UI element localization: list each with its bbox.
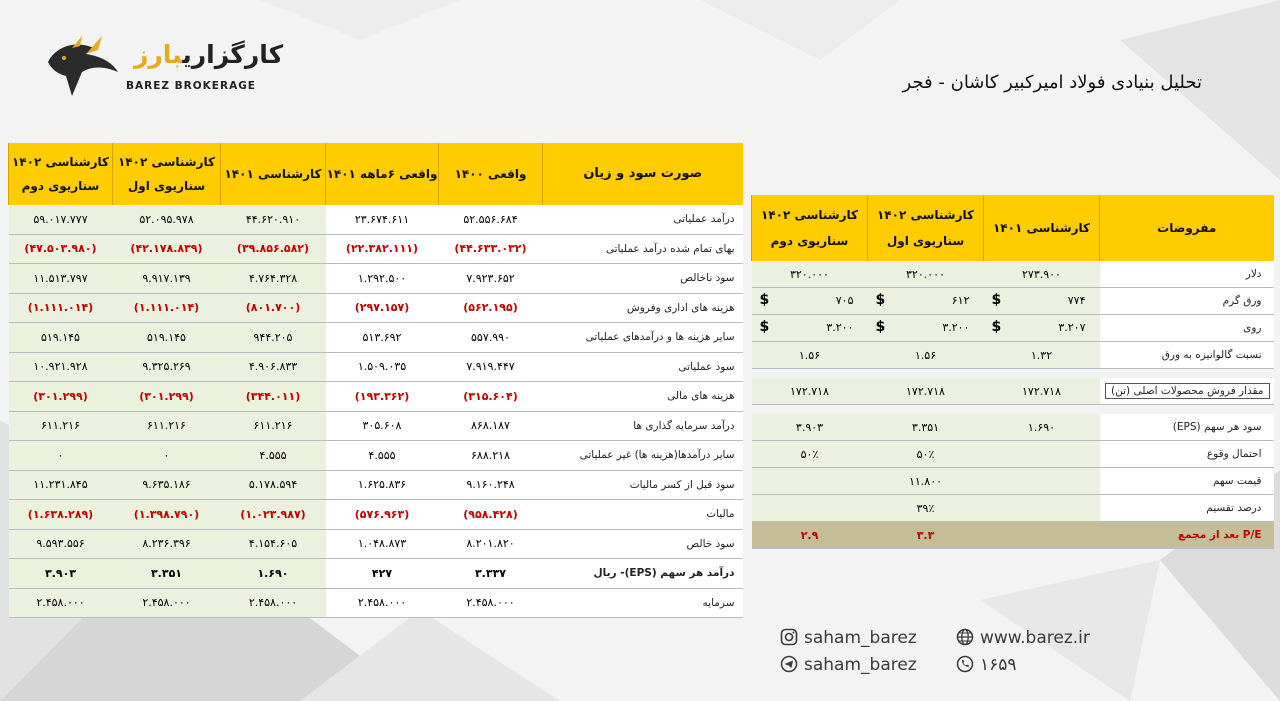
income-cell: ۹۴۴.۲۰۵	[221, 323, 326, 353]
income-row-label: سرمایه	[543, 588, 743, 618]
eagle-icon	[42, 32, 122, 102]
spacer-row	[752, 405, 1274, 415]
income-cell: (۸۰۱.۷۰۰)	[221, 293, 326, 323]
income-header-col-5: کارشناسی ۱۴۰۲ سناریوی دوم	[9, 143, 113, 205]
income-cell: (۳۰۱.۲۹۹)	[113, 382, 221, 412]
assumption-row	[752, 495, 1274, 522]
assumption-value: ۱.۶۹۰	[984, 414, 1100, 441]
income-cell: ۹.۳۲۵.۲۶۹	[113, 352, 221, 382]
assumption-value: ۵۰٪	[868, 441, 984, 468]
dollar-sign: $	[759, 319, 770, 335]
assumption-value: ۱۷۲.۷۱۸	[868, 378, 984, 405]
income-row	[9, 234, 743, 264]
phone-number: ۱۶۵۹	[980, 655, 1017, 675]
income-row-label: هزینه های اداری وفروش	[543, 293, 743, 323]
income-cell: ۱.۰۴۸.۸۷۳	[326, 529, 439, 559]
assumption-value: ۱.۵۶	[752, 342, 868, 369]
income-header-col-1: واقعی ۱۴۰۰	[439, 143, 543, 205]
income-cell: ۴۲۷	[326, 559, 439, 589]
income-cell: ۰	[113, 441, 221, 471]
assumption-number: ۳.۲۰۰	[942, 321, 970, 334]
dollar-sign: $	[875, 292, 886, 308]
income-cell: ۰	[9, 441, 113, 471]
phone-contact[interactable]	[956, 655, 1017, 675]
brand-name-en: BAREZ BROKERAGE	[126, 80, 256, 92]
income-row-label: درآمد عملیاتی	[543, 205, 743, 234]
income-cell: ۲.۴۵۸.۰۰۰	[439, 588, 543, 618]
dollar-sign: $	[991, 319, 1002, 335]
income-cell: (۱.۶۳۸.۲۸۹)	[9, 500, 113, 530]
assumption-label: سود هر سهم (EPS)	[1100, 414, 1274, 441]
income-header-col-3: کارشناسی ۱۴۰۱	[221, 143, 326, 205]
income-cell: ۴.۵۵۵	[326, 441, 439, 471]
income-row-label: درآمد سرمایه گذاری ها	[543, 411, 743, 441]
income-row	[9, 588, 743, 618]
income-cell: ۹.۱۶۰.۲۴۸	[439, 470, 543, 500]
assumption-value: ۱.۳۲	[984, 342, 1100, 369]
income-cell: ۸.۲۰۱.۸۲۰	[439, 529, 543, 559]
income-cell: ۵.۱۷۸.۵۹۴	[221, 470, 326, 500]
income-cell: ۱۱.۵۱۳.۷۹۷	[9, 264, 113, 294]
assumption-value: ۳.۳۵۱	[868, 414, 984, 441]
income-cell: ۲.۴۵۸.۰۰۰	[326, 588, 439, 618]
assumption-number: ۳.۲۰۰	[826, 321, 854, 334]
income-row	[9, 205, 743, 234]
assumption-value: ۳.۳	[868, 522, 984, 549]
income-cell: (۵۶۲.۱۹۵)	[439, 293, 543, 323]
assumption-row	[752, 378, 1274, 405]
income-cell: ۴.۵۵۵	[221, 441, 326, 471]
instagram-handle: saham_barez	[804, 628, 917, 648]
income-cell: ۳.۳۵۱	[113, 559, 221, 589]
income-cell: ۱.۲۹۲.۵۰۰	[326, 264, 439, 294]
income-cell: ۲.۴۵۸.۰۰۰	[113, 588, 221, 618]
income-row-label: سود خالص	[543, 529, 743, 559]
assumption-row	[752, 414, 1274, 441]
income-row-label: هزینه های مالی	[543, 382, 743, 412]
assumptions-header-col-0: مفروضات	[1100, 195, 1274, 261]
assumption-row	[752, 441, 1274, 468]
assumption-value	[752, 288, 868, 315]
income-row-label: بهای تمام شده درآمد عملیاتی	[543, 234, 743, 264]
assumption-number: ۷۰۵	[835, 294, 854, 307]
brand-logo	[42, 32, 284, 102]
income-header-col-0: صورت سود و زیان	[543, 143, 743, 205]
assumption-value	[984, 522, 1100, 549]
assumption-label	[1100, 378, 1274, 405]
income-cell: ۷.۹۱۹.۴۴۷	[439, 352, 543, 382]
income-cell: ۶۱۱.۲۱۶	[221, 411, 326, 441]
income-cell: ۱.۵۰۹.۰۳۵	[326, 352, 439, 382]
income-statement-header	[9, 143, 743, 205]
assumption-value	[752, 315, 868, 342]
assumption-row	[752, 315, 1274, 342]
assumption-value: ۳۲۰.۰۰۰	[752, 261, 868, 288]
assumptions-header-col-1: کارشناسی ۱۴۰۱	[984, 195, 1100, 261]
assumption-value: ۱.۵۶	[868, 342, 984, 369]
assumption-label: P/E بعد از مجمع	[1100, 522, 1274, 549]
assumption-value: ۳.۹۰۳	[752, 414, 868, 441]
telegram-icon	[780, 655, 798, 673]
income-cell: (۳۴۴.۰۱۱)	[221, 382, 326, 412]
income-cell: ۵۲.۵۵۶.۶۸۴	[439, 205, 543, 234]
income-cell: (۱.۱۱۱.۰۱۴)	[9, 293, 113, 323]
instagram-contact[interactable]	[780, 628, 917, 648]
income-row-label: مالیات	[543, 500, 743, 530]
income-cell: (۱.۱۱۱.۰۱۴)	[113, 293, 221, 323]
income-cell: (۲۹۷.۱۵۷)	[326, 293, 439, 323]
income-cell: ۵۵۷.۹۹۰	[439, 323, 543, 353]
assumption-value: ۲۷۳.۹۰۰	[984, 261, 1100, 288]
income-row	[9, 559, 743, 589]
income-cell: ۵۱۹.۱۴۵	[113, 323, 221, 353]
assumption-label: درصد تقسیم	[1100, 495, 1274, 522]
income-header-col-2: واقعی ۶ماهه ۱۴۰۱	[326, 143, 439, 205]
income-row-label: درآمد هر سهم (EPS)- ریال	[543, 559, 743, 589]
income-cell: (۴۴.۶۳۳.۰۳۲)	[439, 234, 543, 264]
website-contact[interactable]	[956, 628, 1090, 648]
assumptions-header-col-2: کارشناسی ۱۴۰۲ سناریوی اول	[868, 195, 984, 261]
income-row	[9, 470, 743, 500]
assumption-value	[868, 315, 984, 342]
income-cell: ۳.۳۳۷	[439, 559, 543, 589]
income-cell: ۷.۹۲۳.۶۵۲	[439, 264, 543, 294]
income-cell: ۵۹.۰۱۷.۷۷۷	[9, 205, 113, 234]
income-statement-table	[8, 143, 743, 618]
income-cell: ۱.۶۹۰	[221, 559, 326, 589]
income-cell: ۹.۹۱۷.۱۳۹	[113, 264, 221, 294]
assumption-label: ورق گرم	[1100, 288, 1274, 315]
income-row-label: سایر هزینه ها و درآمدهای عملیاتی	[543, 323, 743, 353]
assumption-label-boxed: مقدار فروش محصولات اصلی (تن)	[1105, 383, 1269, 399]
assumption-value: ۳۹٪	[752, 495, 1100, 522]
dollar-sign: $	[759, 292, 770, 308]
assumption-number: ۶۱۲	[951, 294, 970, 307]
income-cell: ۴.۹۰۶.۸۳۳	[221, 352, 326, 382]
assumption-number: ۷۷۴	[1067, 294, 1086, 307]
income-cell: ۵۱۳.۶۹۲	[326, 323, 439, 353]
assumptions-table	[751, 195, 1274, 549]
assumption-value: ۱۱.۸۰۰	[752, 468, 1100, 495]
instagram-icon	[780, 628, 798, 646]
assumption-value: ۱۷۲.۷۱۸	[984, 378, 1100, 405]
income-cell: ۴.۱۵۴.۶۰۵	[221, 529, 326, 559]
income-cell: ۵۲.۰۹۵.۹۷۸	[113, 205, 221, 234]
income-cell: (۱.۰۲۳.۹۸۷)	[221, 500, 326, 530]
income-row	[9, 529, 743, 559]
income-cell: ۸.۲۳۶.۳۹۶	[113, 529, 221, 559]
assumption-row	[752, 468, 1274, 495]
income-cell: (۱.۳۹۸.۷۹۰)	[113, 500, 221, 530]
income-row	[9, 352, 743, 382]
assumption-label: روی	[1100, 315, 1274, 342]
assumption-number: ۳.۲۰۷	[1058, 321, 1086, 334]
income-row	[9, 411, 743, 441]
brand-name-fa: کارگزاریبارز	[134, 40, 284, 69]
income-row	[9, 441, 743, 471]
income-cell: ۶۱۱.۲۱۶	[113, 411, 221, 441]
dollar-sign: $	[991, 292, 1002, 308]
income-cell: ۵۱۹.۱۴۵	[9, 323, 113, 353]
income-row	[9, 382, 743, 412]
spacer-row	[752, 369, 1274, 379]
income-cell: ۶۸۸.۲۱۸	[439, 441, 543, 471]
income-row-label: سود عملیاتی	[543, 352, 743, 382]
telegram-handle: saham_barez	[804, 655, 917, 675]
income-header-col-4: کارشناسی ۱۴۰۲ سناریوی اول	[113, 143, 221, 205]
income-row-label: سود قبل از کسر مالیات	[543, 470, 743, 500]
income-cell: ۶۱۱.۲۱۶	[9, 411, 113, 441]
income-row	[9, 264, 743, 294]
assumption-value: ۵۰٪	[752, 441, 868, 468]
assumption-label: نسبت گالوانیزه به ورق	[1100, 342, 1274, 369]
assumption-label: قیمت سهم	[1100, 468, 1274, 495]
income-row	[9, 293, 743, 323]
assumption-value: ۱۷۲.۷۱۸	[752, 378, 868, 405]
income-cell: (۳۹.۸۵۶.۵۸۲)	[221, 234, 326, 264]
income-cell: (۹۵۸.۴۲۸)	[439, 500, 543, 530]
income-cell: ۱۰.۹۲۱.۹۲۸	[9, 352, 113, 382]
assumptions-header-col-3: کارشناسی ۱۴۰۲ سناریوی دوم	[752, 195, 868, 261]
income-row	[9, 323, 743, 353]
dollar-sign: $	[875, 319, 886, 335]
income-cell: (۴۲.۱۷۸.۸۳۹)	[113, 234, 221, 264]
income-cell: (۳۱۵.۶۰۴)	[439, 382, 543, 412]
assumption-value: ۲.۹	[752, 522, 868, 549]
assumption-value	[984, 315, 1100, 342]
assumption-label: احتمال وقوع	[1100, 441, 1274, 468]
income-cell: ۴.۷۶۴.۳۲۸	[221, 264, 326, 294]
income-cell: ۳.۹۰۳	[9, 559, 113, 589]
income-cell: (۳۰۱.۲۹۹)	[9, 382, 113, 412]
page-title: تحلیل بنیادی فولاد امیرکبیر کاشان - فجر	[902, 72, 1202, 93]
income-cell: ۱۱.۲۳۱.۸۴۵	[9, 470, 113, 500]
income-cell: ۲.۴۵۸.۰۰۰	[9, 588, 113, 618]
income-cell: ۱.۶۲۵.۸۳۶	[326, 470, 439, 500]
income-cell: ۴۴.۶۲۰.۹۱۰	[221, 205, 326, 234]
assumption-label: دلار	[1100, 261, 1274, 288]
income-cell: ۹.۶۳۵.۱۸۶	[113, 470, 221, 500]
income-row-label: سود ناخالص	[543, 264, 743, 294]
assumption-value	[984, 441, 1100, 468]
income-cell: (۱۹۳.۳۶۲)	[326, 382, 439, 412]
income-cell: ۳۰۵.۶۰۸	[326, 411, 439, 441]
income-cell: ۹.۵۹۳.۵۵۶	[9, 529, 113, 559]
income-row-label: سایر درآمدها(هزینه ها) غیر عملیاتی	[543, 441, 743, 471]
income-cell: ۸۶۸.۱۸۷	[439, 411, 543, 441]
globe-icon	[956, 628, 974, 646]
phone-icon	[956, 655, 974, 673]
assumption-row	[752, 288, 1274, 315]
income-cell: (۲۲.۳۸۲.۱۱۱)	[326, 234, 439, 264]
income-cell: ۲۳.۶۷۴.۶۱۱	[326, 205, 439, 234]
assumptions-header	[752, 195, 1274, 261]
income-cell: (۴۷.۵۰۳.۹۸۰)	[9, 234, 113, 264]
assumption-value	[868, 288, 984, 315]
income-cell: ۲.۴۵۸.۰۰۰	[221, 588, 326, 618]
assumption-value: ۳۲۰.۰۰۰	[868, 261, 984, 288]
income-cell: (۵۷۶.۹۶۳)	[326, 500, 439, 530]
telegram-contact[interactable]	[780, 655, 917, 675]
income-row	[9, 500, 743, 530]
assumption-row	[752, 261, 1274, 288]
website-url: www.barez.ir	[980, 628, 1090, 648]
assumption-row	[752, 342, 1274, 369]
assumption-row	[752, 522, 1274, 549]
assumption-value	[984, 288, 1100, 315]
